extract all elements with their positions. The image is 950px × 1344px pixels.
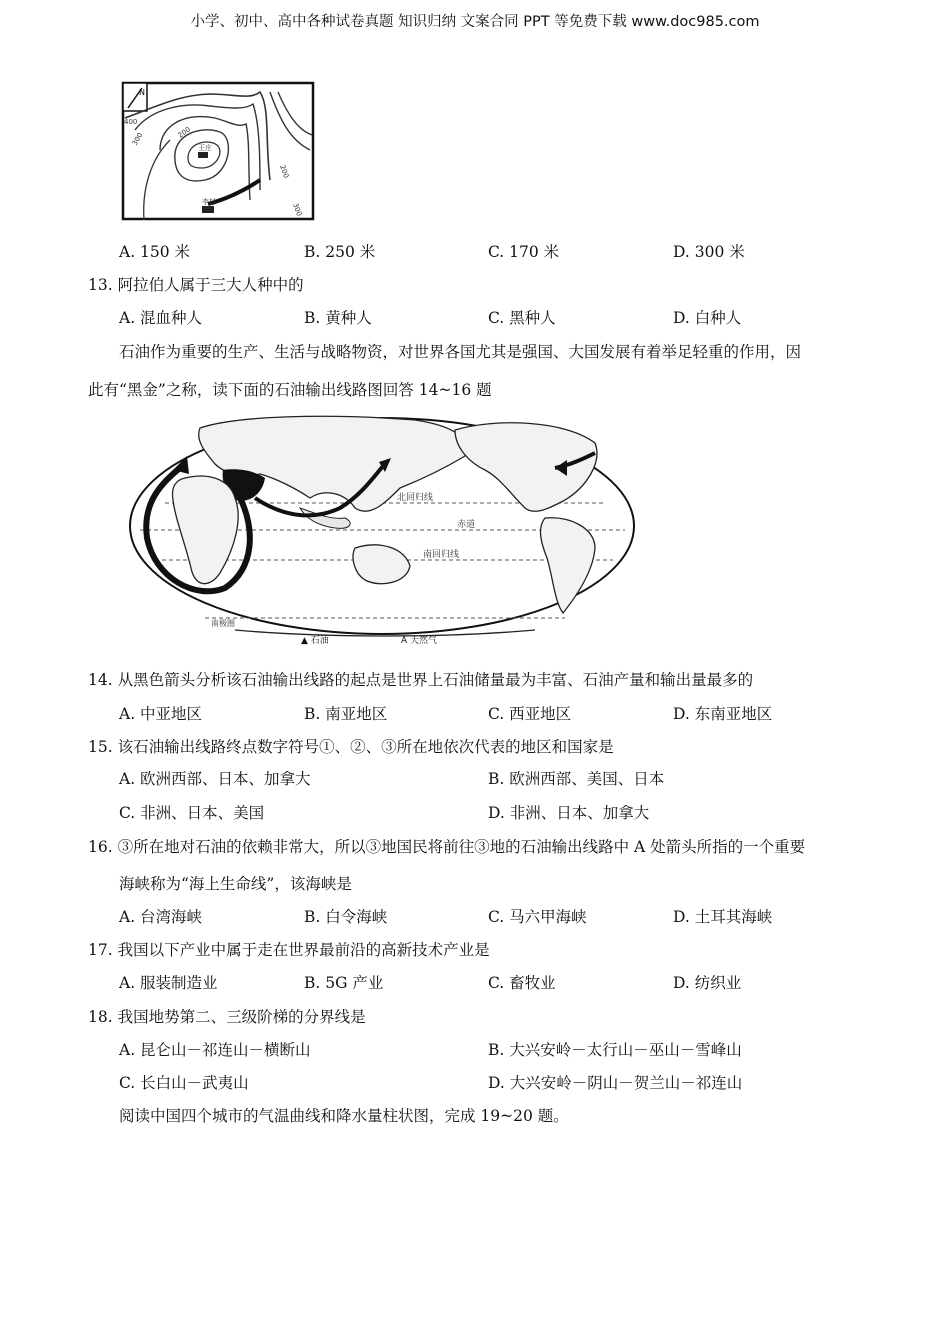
legend-gas: A 天然气 xyxy=(401,636,438,646)
q15-option-a[interactable]: A. 欧洲西部、日本、加拿大 xyxy=(119,770,311,788)
q18-option-d[interactable]: D. 大兴安岭－阴山－贺兰山－祁连山 xyxy=(488,1074,743,1092)
q13-option-c[interactable]: C. 黑种人 xyxy=(488,309,556,327)
q13-stem: 13. 阿拉伯人属于三大人种中的 xyxy=(88,276,304,294)
q16-stem-line1: 16. ③所在地对石油的依赖非常大，所以③地国民将前往③地的石油输出线路中 A 处箭头所指的一个重要 xyxy=(88,838,806,856)
q13-option-a[interactable]: A. 混血种人 xyxy=(119,309,203,327)
label-antarctic-circle: 南极圈 xyxy=(211,619,235,628)
q15-option-c[interactable]: C. 非洲、日本、美国 xyxy=(119,804,265,822)
q12-option-d[interactable]: D. 300 米 xyxy=(673,243,745,261)
q13-option-d[interactable]: D. 白种人 xyxy=(673,309,742,327)
q15-option-b[interactable]: B. 欧洲西部、美国、日本 xyxy=(488,770,665,788)
world-map-figure xyxy=(125,408,640,652)
label-tropic-cancer: 北回归线 xyxy=(397,493,434,503)
contour-map xyxy=(120,80,316,222)
contour-map-figure xyxy=(120,80,316,226)
contour-label-400: 400 xyxy=(124,118,138,126)
intro2: 阅读中国四个城市的气温曲线和降水量柱状图，完成 19~20 题。 xyxy=(119,1107,569,1125)
q17-option-d[interactable]: D. 纺织业 xyxy=(673,974,742,992)
world-map xyxy=(125,408,640,648)
q18-option-c[interactable]: C. 长白山－武夷山 xyxy=(119,1074,249,1092)
intro1-line1: 石油作为重要的生产、生活与战略物资，对世界各国尤其是强国、大国发展有着举足轻重的作用，因 xyxy=(119,343,802,361)
q14-option-b[interactable]: B. 南亚地区 xyxy=(304,705,388,723)
q14-option-a[interactable]: A. 中亚地区 xyxy=(119,705,203,723)
q17-option-c[interactable]: C. 畜牧业 xyxy=(488,974,556,992)
q18-stem: 18. 我国地势第二、三级阶梯的分界线是 xyxy=(88,1008,366,1026)
north-label: N xyxy=(139,88,145,97)
q13-option-b[interactable]: B. 黄种人 xyxy=(304,309,372,327)
q14-option-d[interactable]: D. 东南亚地区 xyxy=(673,705,773,723)
q17-option-a[interactable]: A. 服装制造业 xyxy=(119,974,218,992)
q16-option-c[interactable]: C. 马六甲海峡 xyxy=(488,908,587,926)
label-equator: 赤道 xyxy=(457,520,476,530)
q16-stem-line2: 海峡称为“海上生命线”，该海峡是 xyxy=(119,875,352,893)
q15-stem: 15. 该石油输出线路终点数字符号①、②、③所在地依次代表的地区和国家是 xyxy=(88,738,614,756)
q12-option-b[interactable]: B. 250 米 xyxy=(304,243,376,261)
q15-option-d[interactable]: D. 非洲、日本、加拿大 xyxy=(488,804,650,822)
village-wangzhuang: 王庄 xyxy=(198,144,212,152)
village-licun: 李村 xyxy=(202,198,216,206)
q12-option-c[interactable]: C. 170 米 xyxy=(488,243,560,261)
q16-option-b[interactable]: B. 白令海峡 xyxy=(304,908,388,926)
q18-option-a[interactable]: A. 昆仑山－祁连山－横断山 xyxy=(119,1041,311,1059)
legend-oil: ▲ 石油 xyxy=(301,636,329,646)
q17-stem: 17. 我国以下产业中属于走在世界最前沿的高新技术产业是 xyxy=(88,941,490,959)
q17-option-b[interactable]: B. 5G 产业 xyxy=(304,974,384,992)
page-header: 小学、初中、高中各种试卷真题 知识归纳 文案合同 PPT 等免费下载 www.doc985.com xyxy=(190,14,760,30)
q14-stem: 14. 从黑色箭头分析该石油输出线路的起点是世界上石油储量最为丰富、石油产量和输出量最多的 xyxy=(88,671,754,689)
label-tropic-capricorn: 南回归线 xyxy=(423,550,460,560)
contour-label-200b: 200 xyxy=(278,163,291,180)
contour-label-300: 300 xyxy=(130,131,145,147)
contour-label-300b: 300 xyxy=(291,201,304,218)
q16-option-a[interactable]: A. 台湾海峡 xyxy=(119,908,203,926)
q18-option-b[interactable]: B. 大兴安岭－太行山－巫山－雪峰山 xyxy=(488,1041,742,1059)
contour-label-200a: 200 xyxy=(176,125,193,140)
q14-option-c[interactable]: C. 西亚地区 xyxy=(488,705,572,723)
intro1-line2: 此有“黑金”之称，读下面的石油输出线路图回答 14~16 题 xyxy=(88,381,492,399)
q12-option-a[interactable]: A. 150 米 xyxy=(119,243,191,261)
q16-option-d[interactable]: D. 土耳其海峡 xyxy=(673,908,773,926)
